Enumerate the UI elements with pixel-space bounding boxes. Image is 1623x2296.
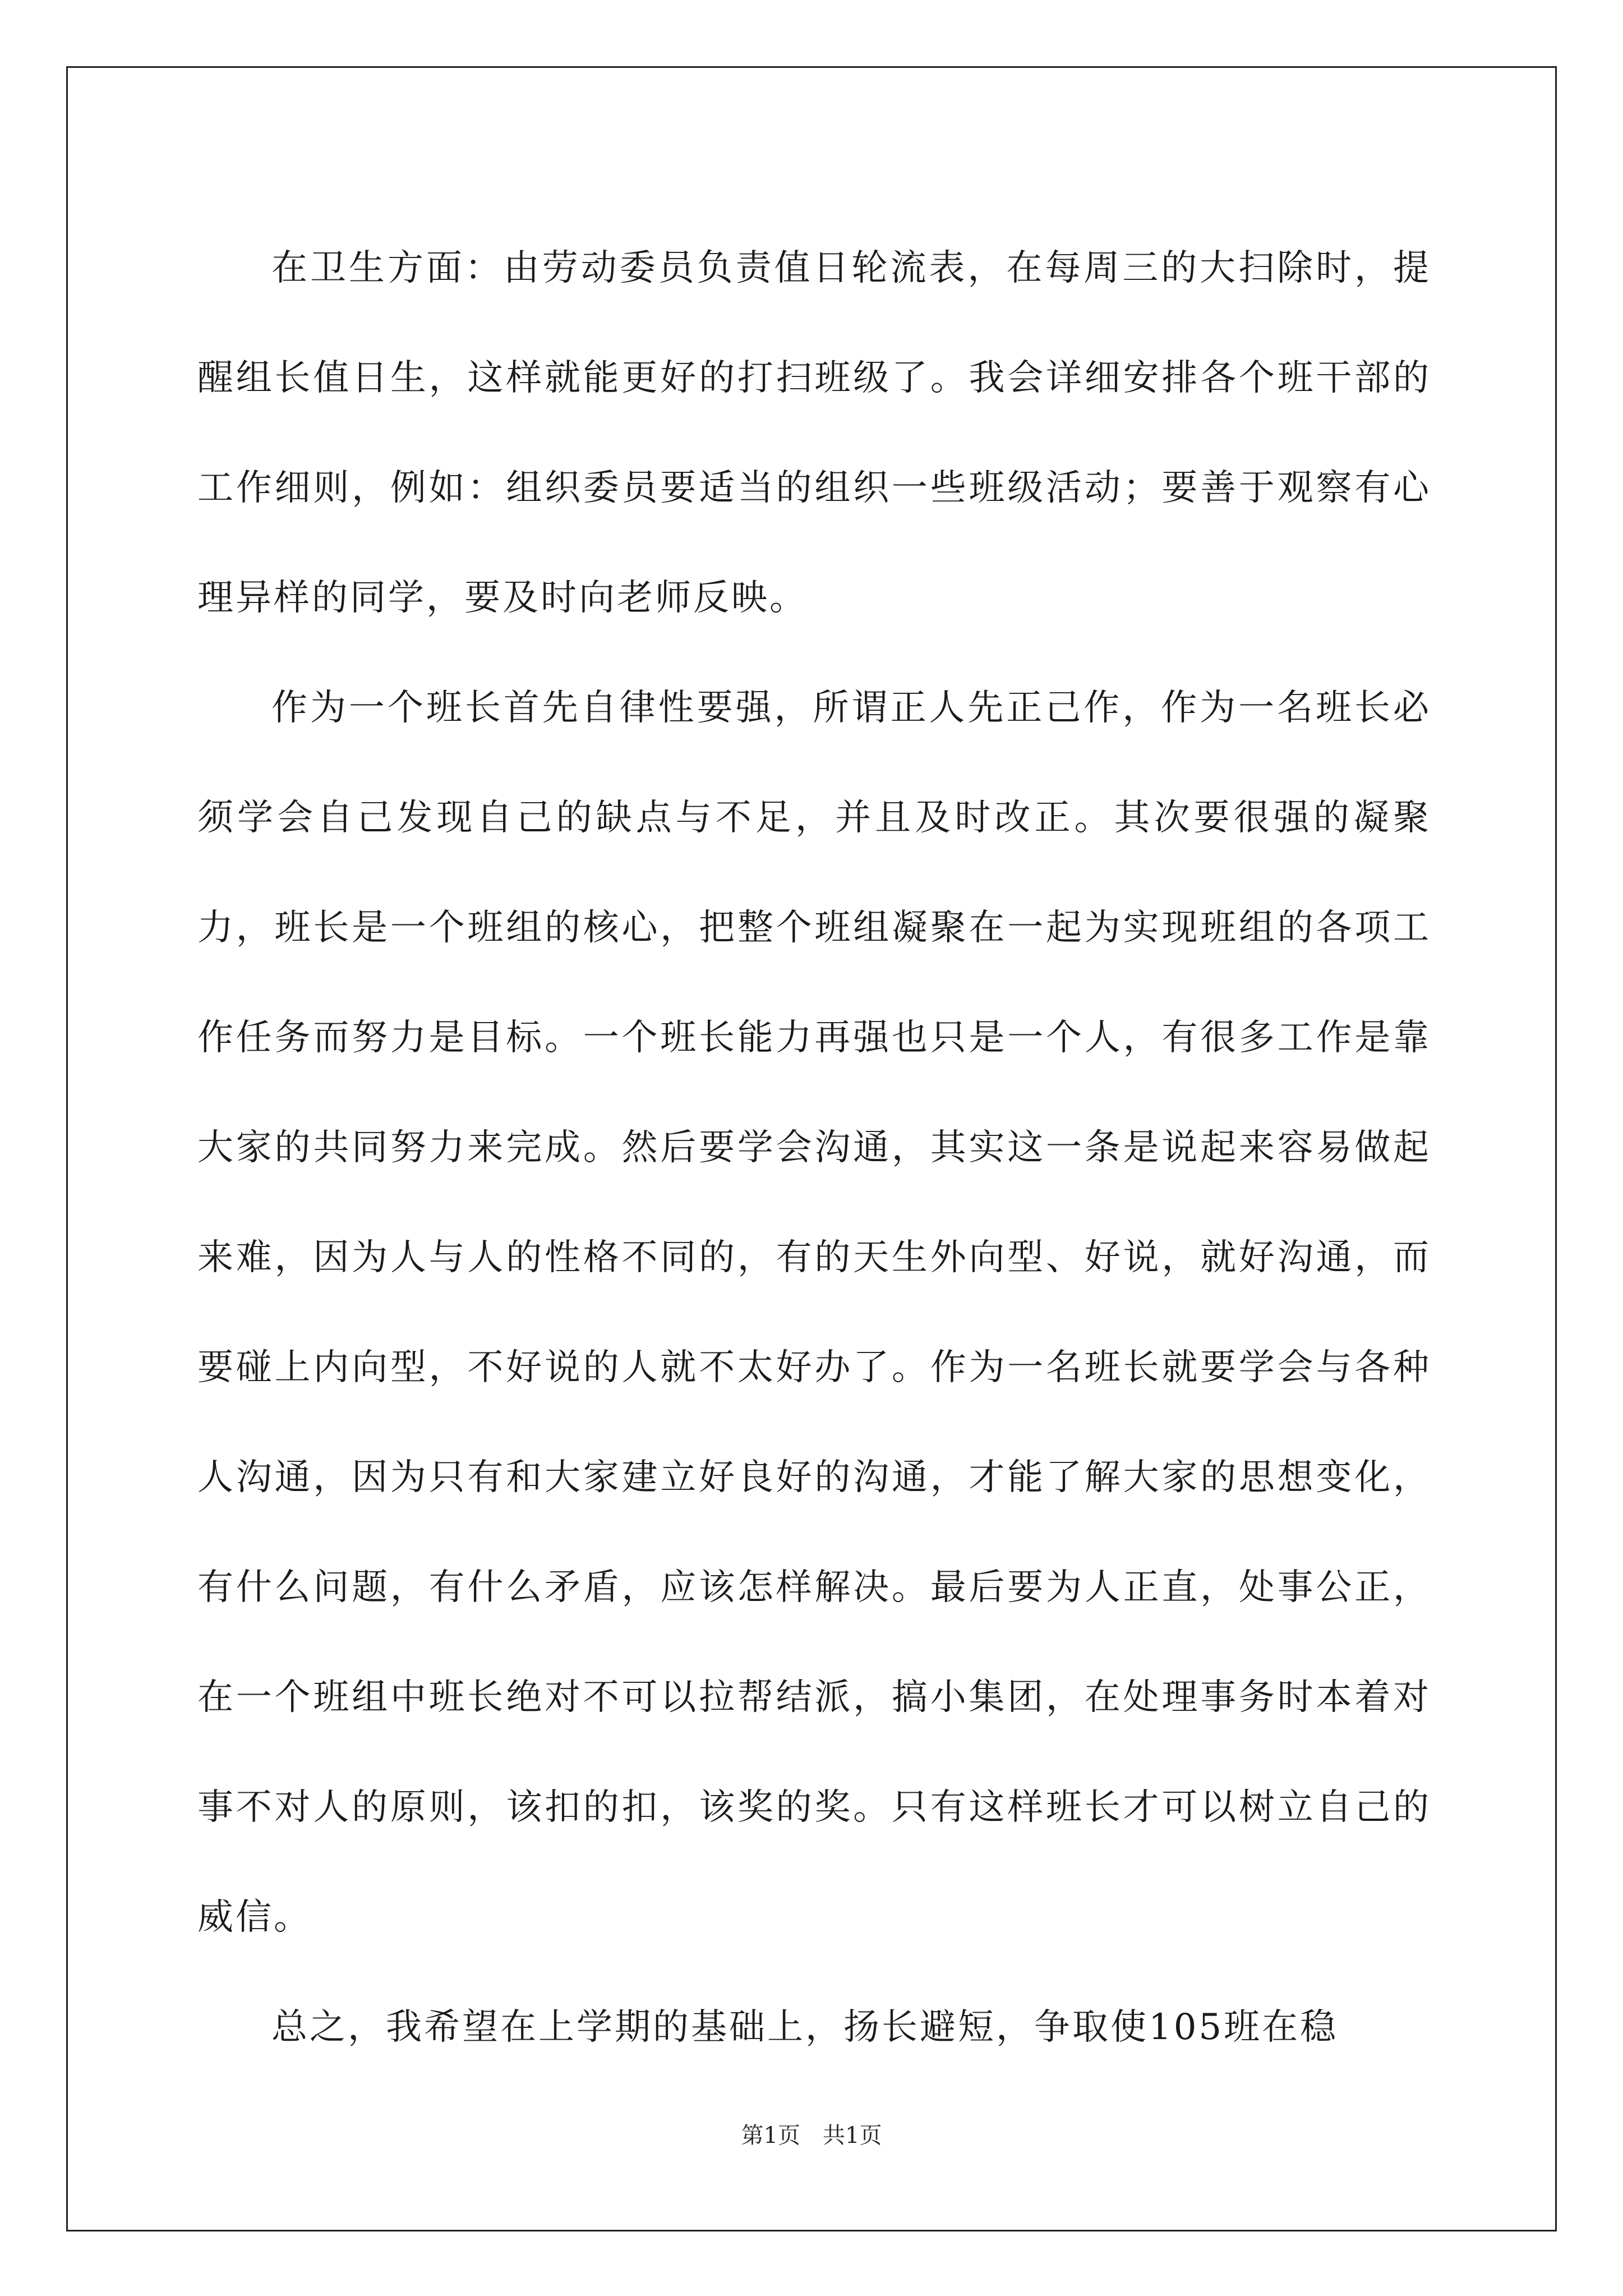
page-number-label: 第1页 共1页 [741,2123,882,2148]
paragraph-monitor-duties: 作为一个班长首先自律性要强，所谓正人先正己作，作为一名班长必须学会自己发现自己的缺点与不足，并且及时改正。其次要很强的凝聚力，班长是一个班组的核心，把整个班组凝聚在一起为实现班组的各项工作任务而努力是目标。一个班长能力再强也只是一个人，有很多工作是靠大家的共同努力来完成。然后要学会沟通，其实这一条是说起来容易做起来难，因为人与人的性格不同的，有的天生外向型、好说，就好沟通，而要碰上内向型，不好说的人就不太好办了。作为一名班长就要学会与各种人沟通，因为只有和大家建立好良好的沟通，才能了解大家的思想变化，有什么问题，有什么矛盾，应该怎样解决。最后要为人正直，处事公正，在一个班组中班长绝对不可以拉帮结派，搞小集团，在处理事务时本着对事不对人的原则，该扣的扣，该奖的奖。只有这样班长才可以树立自己的威信。 [197,687,1431,1938]
document-body [197,213,1431,2082]
paragraph-hygiene: 在卫生方面：由劳动委员负责值日轮流表，在每周三的大扫除时，提醒组长值日生，这样就能更好的打扫班级了。我会详细安排各个班干部的工作细则，例如：组织委员要适当的组织一些班级活动；要善于观察有心理异样的同学，要及时向老师反映。 [197,247,1431,619]
paragraph-conclusion: 总之，我希望在上学期的基础上，扬长避短，争取使105班在稳 [271,2007,1339,2048]
page-footer [0,2122,1623,2150]
